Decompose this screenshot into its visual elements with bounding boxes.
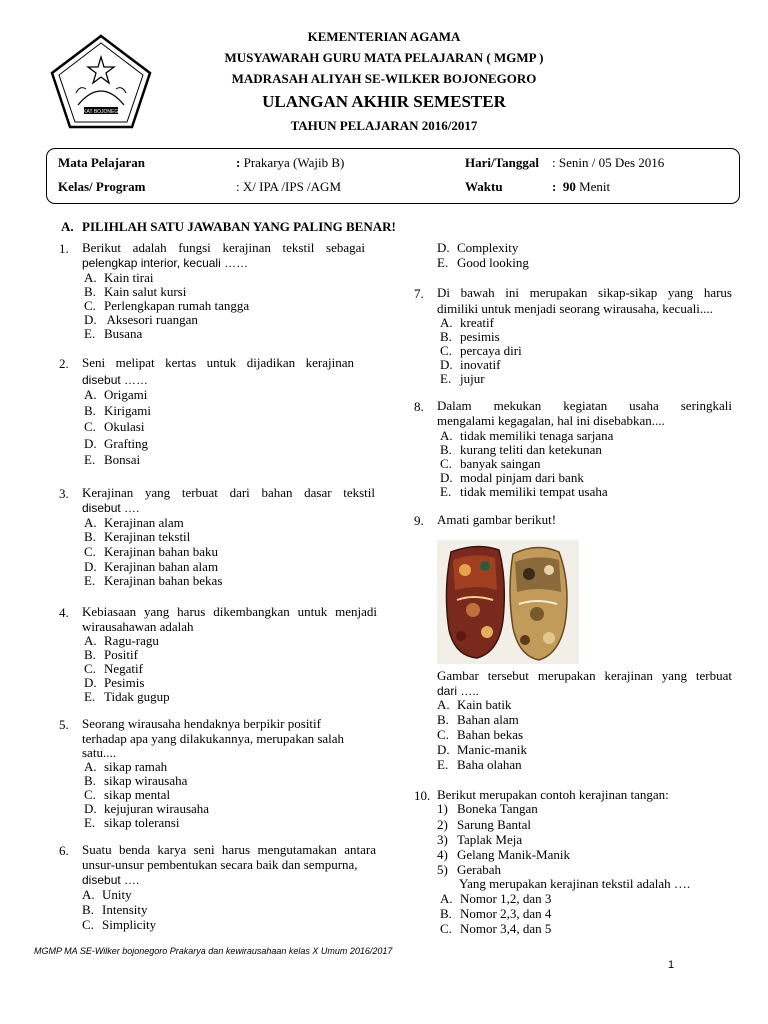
question-text: Di bawah ini merupakan sikap-sikap yang harus — [437, 285, 732, 300]
answer-option: D. inovatif — [440, 357, 501, 372]
answer-option: A. Ragu-ragu — [84, 633, 159, 648]
question-text: disebut …… — [82, 373, 149, 387]
school-year: TAHUN PELAJARAN 2016/2017 — [290, 118, 478, 133]
answer-option: E. Busana — [84, 326, 143, 341]
answer-option: C. Bahan bekas — [437, 727, 524, 742]
question-text: Seorang wirausaha hendaknya berpikir positif — [82, 716, 321, 731]
class-label: Kelas/ Program — [58, 179, 146, 194]
time-label: Waktu — [465, 179, 503, 194]
header-ministry: KEMENTERIAN AGAMA — [307, 29, 461, 44]
day-label: Hari/Tanggal — [465, 155, 539, 170]
answer-option: C. Kerajinan bahan baku — [84, 544, 219, 559]
answer-option: E. sikap toleransi — [84, 815, 180, 830]
question-text: Dalam mekukan kegiatan usaha seringkali — [437, 398, 732, 413]
answer-option: B. Bahan alam — [437, 712, 519, 727]
page-number: 1 — [668, 959, 675, 971]
answer-option: D. Pesimis — [84, 675, 145, 690]
subject-label: Mata Pelajaran — [58, 155, 146, 170]
answer-option: A. kreatif — [440, 315, 494, 330]
answer-option: C. Perlengkapan rumah tangga — [84, 298, 250, 313]
section-title: PILIHLAH SATU JAWABAN YANG PALING BENAR! — [82, 219, 396, 234]
answer-option: C. percaya diri — [440, 343, 522, 358]
answer-option: E. tidak memiliki tempat usaha — [440, 484, 608, 499]
answer-option: A. tidak memiliki tenaga sarjana — [440, 428, 614, 443]
question-number: 8. — [414, 399, 424, 414]
answer-option: A. Origami — [84, 387, 148, 402]
answer-option: D. Grafting — [84, 436, 149, 451]
answer-option: B. sikap wirausaha — [84, 773, 188, 788]
list-item: 4) Gelang Manik-Manik — [437, 847, 571, 862]
answer-option: A. Kain tirai — [84, 270, 154, 285]
answer-option: D. Aksesori ruangan — [84, 312, 198, 327]
section-letter: A. — [61, 219, 74, 234]
answer-option: E. Bonsai — [84, 452, 141, 467]
answer-option: A. Nomor 1,2, dan 3 — [440, 891, 552, 906]
answer-option: E. Tidak gugup — [84, 689, 170, 704]
question-text: dari ….. — [437, 684, 480, 698]
svg-text:ANGKAT BOJONEGORO: ANGKAT BOJONEGORO — [72, 109, 130, 115]
question-text: Amati gambar berikut! — [437, 512, 557, 527]
time-value: : 90 Menit — [552, 179, 611, 194]
answer-option: E. Kerajinan bahan bekas — [84, 573, 223, 588]
answer-option: C. Simplicity — [82, 917, 157, 932]
answer-option: D. kejujuran wirausaha — [84, 801, 210, 816]
answer-option: B. Nomor 2,3, dan 4 — [440, 906, 552, 921]
answer-option: B. Intensity — [82, 902, 148, 917]
question-text: wirausahawan adalah — [82, 619, 194, 634]
question-number: 9. — [414, 513, 424, 528]
answer-option: C. Negatif — [84, 661, 143, 676]
answer-option: C. banyak saingan — [440, 456, 541, 471]
question-text: disebut …. — [82, 501, 140, 515]
header-mgmp: MUSYAWARAH GURU MATA PELAJARAN ( MGMP ) — [224, 50, 544, 65]
answer-option: D. Manic-manik — [437, 742, 528, 757]
question-number: 6. — [59, 843, 69, 858]
question-text: dimiliki untuk menjadi seorang wirausaha, kecuali.... — [437, 301, 713, 316]
exam-title: ULANGAN AKHIR SEMESTER — [262, 92, 506, 111]
answer-option: E. Good looking — [437, 255, 529, 270]
question-text: disebut …. — [82, 873, 140, 887]
list-item: 5) Gerabah — [437, 862, 502, 877]
question-text: Berikut adalah fungsi kerajinan tekstil sebagai — [82, 240, 365, 255]
question-text: pelengkap interior, kecuali …… — [82, 256, 249, 270]
answer-option: B. kurang teliti dan ketekunan — [440, 442, 602, 457]
question-number: 10. — [414, 788, 431, 803]
answer-option: B. Positif — [84, 647, 138, 662]
question-text: Kerajinan yang terbuat dari bahan dasar tekstil — [82, 485, 375, 500]
answer-option: B. Kain salut kursi — [84, 284, 187, 299]
list-item: 1) Boneka Tangan — [437, 801, 538, 816]
question-number: 1. — [59, 241, 69, 256]
question-text: Kebiasaan yang harus dikembangkan untuk menjadi — [82, 604, 377, 619]
question-text: mengalami kegagalan, hal ini disebabkan.... — [437, 413, 665, 428]
batik-sandals-photo — [437, 540, 579, 664]
question-text: Seni melipat kertas untuk dijadikan kerajinan — [82, 355, 354, 370]
list-item: 2) Sarung Bantal — [437, 817, 532, 832]
question-number: 2. — [59, 356, 69, 371]
answer-option: C. Nomor 3,4, dan 5 — [440, 921, 552, 936]
answer-option: B. Kerajinan tekstil — [84, 529, 191, 544]
list-item: 3) Taplak Meja — [437, 832, 523, 847]
answer-option: B. Kirigami — [84, 403, 151, 418]
question-number: 7. — [414, 286, 424, 301]
answer-option: D. Kerajinan bahan alam — [84, 559, 219, 574]
answer-option: E. Baha olahan — [437, 757, 522, 772]
page-footer: MGMP MA SE-Wilker bojonegoro Prakarya dan kewirausahaan kelas X Umum 2016/2017 — [34, 946, 393, 956]
answer-option: B. pesimis — [440, 329, 500, 344]
answer-option: A. Unity — [82, 887, 132, 902]
subject-value: : Prakarya (Wajib B) — [236, 155, 345, 170]
question-text: unsur-unsur pembentukan secara baik dan sempurna, — [82, 857, 358, 872]
answer-option: A. Kerajinan alam — [84, 515, 184, 530]
question-text: Yang merupakan kerajinan tekstil adalah …. — [459, 876, 691, 891]
question-text: Suatu benda karya seni harus mengutamakan antara — [82, 842, 376, 857]
question-number: 5. — [59, 717, 69, 732]
class-value: : X/ IPA /IPS /AGM — [236, 179, 341, 194]
header-madrasah: MADRASAH ALIYAH SE-WILKER BOJONEGORO — [231, 71, 537, 86]
day-value: : Senin / 05 Des 2016 — [552, 155, 665, 170]
answer-option: C. Okulasi — [84, 419, 145, 434]
question-text: terhadap apa yang dilakukannya, merupakan salah — [82, 731, 345, 746]
question-number: 4. — [59, 605, 69, 620]
answer-option: D. modal pinjam dari bank — [440, 470, 584, 485]
answer-option: E. jujur — [440, 371, 485, 386]
answer-option: A. sikap ramah — [84, 759, 168, 774]
question-text: Berikut merupakan contoh kerajinan tangan: — [437, 787, 669, 802]
answer-option: A. Kain batik — [437, 697, 512, 712]
answer-option: C. sikap mental — [84, 787, 171, 802]
answer-option: D. Complexity — [437, 240, 519, 255]
question-number: 3. — [59, 486, 69, 501]
question-text: Gambar tersebut merupakan kerajinan yang terbuat — [437, 668, 732, 683]
question-text: satu.... — [82, 745, 116, 760]
